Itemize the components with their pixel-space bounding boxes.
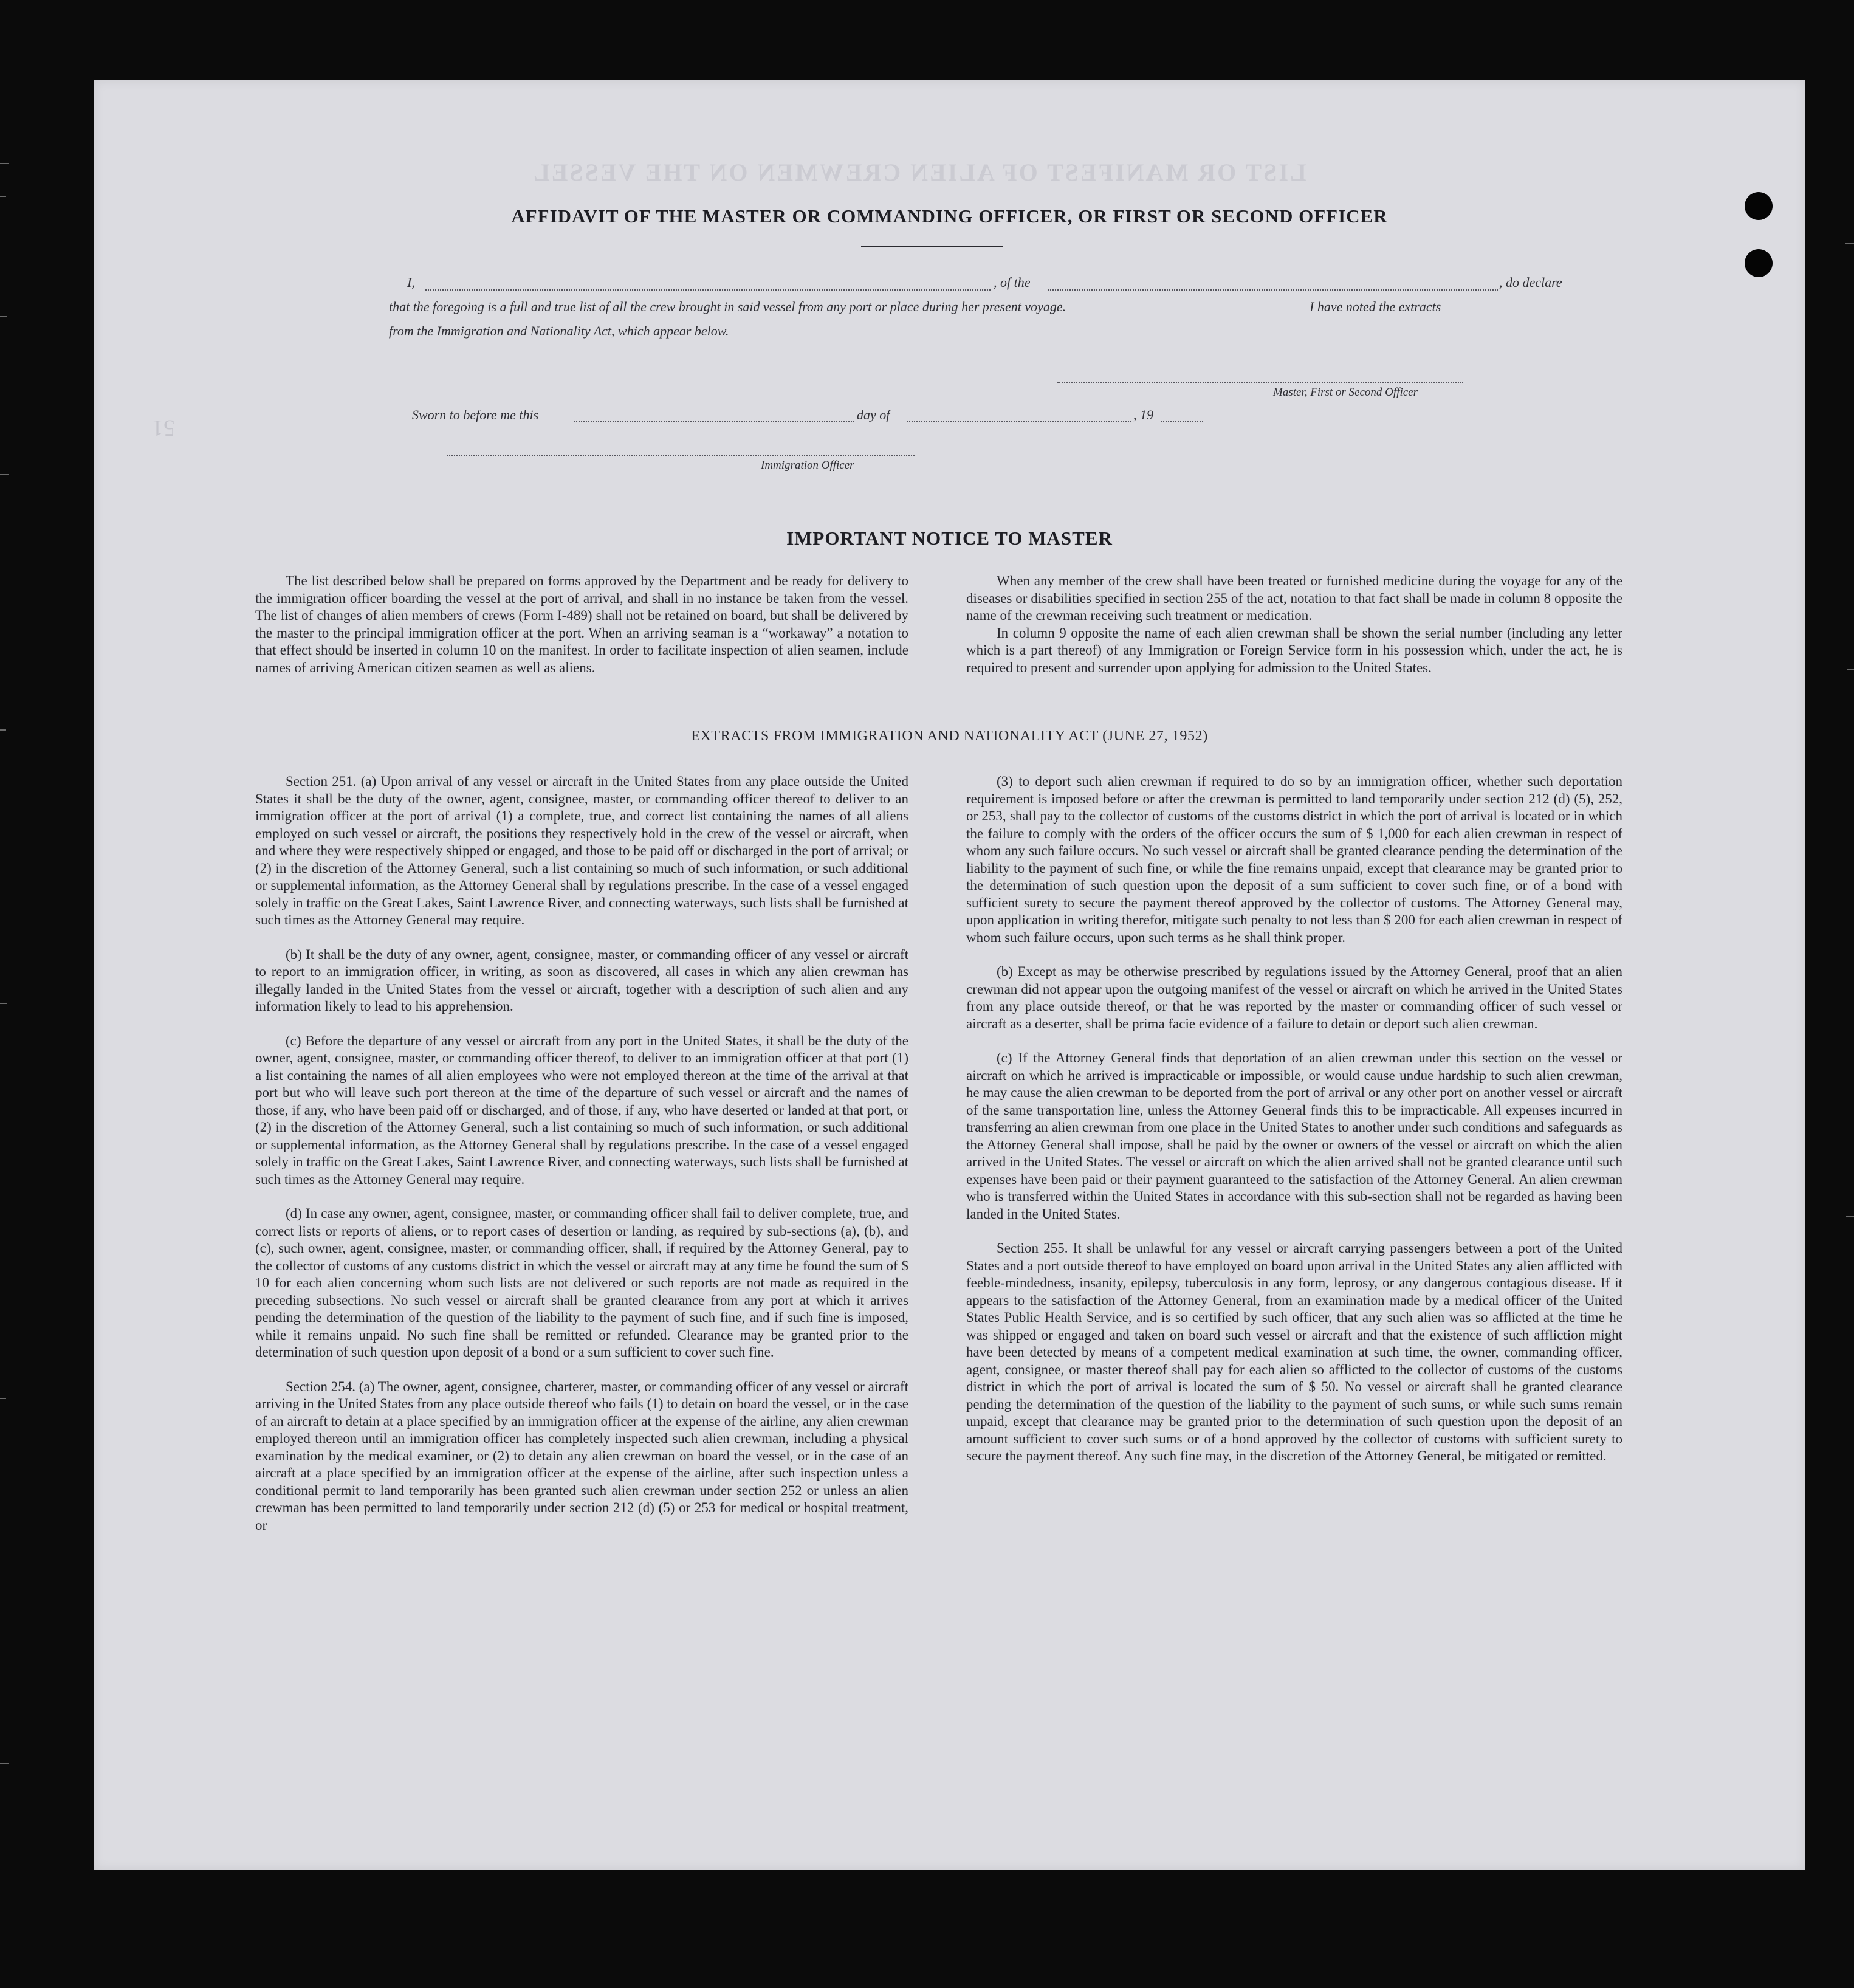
punch-hole [1745, 249, 1773, 277]
notice-right-paragraph-2: In column 9 opposite the name of each alien crewman shall be shown the serial number (including any letter which is a part thereof) of any Immigration or Foreign Service form in his possession which, under the act, he is required to present and surrender upon applying for admission to the United States. [966, 625, 1622, 675]
section-251-b: (b) It shall be the duty of any owner, agent, consignee, master, or commanding officer of any vessel or aircraft to report to an immigration officer, in writing, as soon as discovered, all cases in which any alien crewman has illegally landed in the United States from the vessel or aircraft, together with a description of such alien and any information likely to lead to his apprehension. [255, 946, 908, 1014]
declarant-label: I, [407, 275, 415, 290]
notice-left-paragraph: The list described below shall be prepared on forms approved by the Department and be ready for delivery to the immigration officer boarding the vessel at the port of arrival, and shall in no instance be taken from the vessel. The list of changes of alien members of crews (Form I-489) shall not be retained on board, but shall be delivered by the master to the principal immigration officer at the port. When an arriving seaman is a “workaway” a notation to that effect should be inserted in column 10 on the manifest. In order to facilitate inspection of alien seamen, include names of arriving American citizen seamen as well as aliens. [255, 573, 908, 675]
title-rule [861, 246, 1003, 247]
declarant-name-field[interactable] [425, 289, 991, 291]
sworn-month-field[interactable] [907, 421, 1131, 422]
sworn-day-field[interactable] [574, 421, 854, 422]
sworn-label: Sworn to before me this [412, 407, 539, 422]
extracts-title: EXTRACTS FROM IMMIGRATION AND NATIONALITY ACT (JUNE 27, 1952) [691, 728, 1208, 744]
year-prefix: , 19 [1133, 407, 1153, 422]
vessel-name-field[interactable] [1048, 289, 1498, 291]
film-edge-mark [0, 1398, 6, 1399]
section-255: Section 255. It shall be unlawful for any vessel or aircraft carrying passengers between a port of the United States and a port outside thereof to have employed on board upon arrival in the United States any alien afflicted with feeble-mindedness, insanity, epilepsy, tuberculosis in any form, leprosy, or any dangerous contagious disease. If it appears to the satisfaction of the Attorney General, from an examination made by a medical officer of the United States Public Health Service, and is so certified by such officer, that any such alien was so afflicted at the time he was shipped or engaged and taken on board such vessel or aircraft and that the existence of such affliction might have been detected by means of a competent medical examination at such time, the owner, commanding officer, agent, consignee, or master thereof shall pay for each alien so afflicted to the collector of customs of the customs district in which the port of arrival is located the sum of $ 50. No vessel or aircraft shall be granted clearance pending the determination of the question of the liability to the payment of such sums, or while such sums remain unpaid, except that clearance may be granted prior to the determination of such question upon the deposit of an amount sufficient to cover such sums or of a bond approved by the collector of customs with sufficient surety to secure the payment thereof. Any such fine may, in the discretion of the Attorney General, be mitigated or remitted. [966, 1240, 1622, 1463]
notice-left-column [255, 573, 908, 676]
affidavit-statement-2: from the Immigration and Nationality Act, which appear below. [389, 323, 729, 339]
officer-signature-field[interactable] [447, 455, 915, 456]
section-251-c: (c) Before the departure of any vessel or aircraft from any port in the United States, it shall be the duty of the owner, agent, consignee, master, or commanding officer thereof, to deliver to an immigration officer at that port (1) a list containing the names of all alien employees who were not employed thereon at the time of the arrival at that port but who will leave such port thereon at the time of the departure of such vessel or aircraft and the names of those, if any, who have been paid off or discharged, and of those, if any, who have deserted or landed at that port, or (2) in the discretion of the Attorney General, such a list containing so much of such information, or such additional or supplemental information, as the Attorney General shall by regulations prescribe. In the case of a vessel engaged solely in traffic on the Great Lakes, Saint Lawrence River, and connecting waterways, such lists shall be furnished at such times as the Attorney General may require. [255, 1033, 908, 1187]
film-edge-mark [0, 474, 9, 475]
affidavit-statement-end: I have noted the extracts [1310, 299, 1441, 314]
section-254-a: Section 254. (a) The owner, agent, consignee, charterer, master, or commanding officer of any vessel or aircraft arriving in the United States from any place outside thereof who fails (1) to detain on board the vessel, or in the case of an aircraft to detain at a place specified by an immigration officer at the expense of the airline, any alien crewman employed thereon until an immigration officer has completely inspected such alien crewman, including a physical examination by the medical examiner, or (2) to detain any alien crewman on board the vessel, or in the case of an aircraft at a place specified by an immigration officer at the expense of the airline, after such inspection unless a conditional permit to land temporarily has been granted such alien crewman under section 252 or unless an alien crewman has been permitted to land temporarily under section 212 (d) (5) or 253 for medical or hospital treatment, or [255, 1378, 908, 1533]
bleed-through-text: LIST OR MANIFEST OF ALIEN CREWMEN ON THE VESSEL [532, 159, 1306, 186]
extracts-left-column [255, 773, 908, 1534]
film-edge-mark [0, 729, 6, 731]
affidavit-statement: that the foregoing is a full and true list of all the crew brought in said vessel from any port or place during her present voyage. [389, 299, 1066, 314]
vessel-label: , of the [994, 275, 1031, 290]
film-edge-mark [0, 196, 6, 197]
section-254-c: (c) If the Attorney General finds that deportation of an alien crewman under this section on the vessel or aircraft on which he arrived is impracticable or impossible, or would cause undue hardship to such alien crewman, he may cause the alien crewman to be deported from the port of arrival or any other port on another vessel or aircraft of the same transportation line, unless the Attorney General finds this to be impracticable. All expenses incurred in transferring an alien crewman from one place in the United States to another under such conditions and safeguards as the Attorney General shall impose, shall be paid by the owner or owners of the vessel or aircraft on which the alien arrived in the United States. The vessel or aircraft on which the alien arrived shall not be granted clearance until such expenses have been paid or their payment guaranteed to the satisfaction of the Attorney General. An alien crewman who is transferred within the United States in accordance with this sub-section shall not be regarded as having been landed in the United States. [966, 1050, 1622, 1222]
film-edge-mark [0, 1003, 7, 1004]
notice-right-column [966, 573, 1622, 676]
sworn-year-field[interactable] [1161, 421, 1203, 422]
section-251-a: Section 251. (a) Upon arrival of any vessel or aircraft in the United States from any place outside the United States it shall be the duty of the owner, agent, consignee, master, or commanding officer thereof to deliver to an immigration officer at the port of arrival (1) a complete, true, and correct list containing the names of all aliens employed on such vessel or aircraft, the positions they respectively hold in the crew of the vessel or aircraft, when and where they were respectively shipped or engaged, and those to be paid off or discharged in the port of arrival; or (2) in the discretion of the Attorney General, such a list containing so much of such information, or such additional or supplemental information, as the Attorney General shall by regulations prescribe. In the case of a vessel engaged solely in traffic on the Great Lakes, Saint Lawrence River, and connecting waterways, such lists shall be furnished at such times as the Attorney General may require. [255, 774, 908, 927]
film-edge-mark [1846, 1216, 1854, 1217]
notice-title: IMPORTANT NOTICE TO MASTER [786, 528, 1113, 549]
document-page [94, 80, 1805, 1870]
film-edge-mark [0, 163, 9, 164]
affidavit-title: AFFIDAVIT OF THE MASTER OR COMMANDING OFFICER, OR FIRST OR SECOND OFFICER [511, 205, 1388, 227]
section-254-a-continued: (3) to deport such alien crewman if required to do so by an immigration officer, whether such deportation requirement is imposed before or after the crewman is permitted to land temporarily under section 212 (d) (5), 252, or 253, shall pay to the collector of customs of the customs district in which the port of arrival is located or in which the failure to comply with the orders of the officer occurs the sum of $ 1,000 for each alien crewman in respect of whom any such failure occurs. No such vessel or aircraft shall be granted clearance pending the determination of the liability to the payment of such fine, or while the fine remains unpaid, except that clearance may be granted prior to the determination of such question upon the deposit of a sum sufficient to cover such fine, or of a bond with sufficient surety to secure the payment thereof approved by the collector of customs. The Attorney General may, upon application in writing therefor, mitigate such penalty to not less than $ 200 for each alien crewman in respect of whom such failure occurs, upon such terms as he shall think proper. [966, 774, 1622, 945]
officer-signature-caption: Immigration Officer [761, 459, 854, 472]
day-of-label: day of [857, 407, 890, 422]
notice-right-paragraph-1: When any member of the crew shall have been treated or furnished medicine during the voyage for any of the diseases or disabilities specified in section 255 of the act, notation to that fact shall be made in column 8 opposite the name of the crewman receiving such treatment or medication. [966, 573, 1622, 623]
margin-mark: 51 [152, 415, 175, 441]
film-edge-mark [0, 1763, 9, 1764]
extracts-right-column [966, 773, 1622, 1465]
film-edge-mark [1847, 669, 1854, 670]
section-254-b: (b) Except as may be otherwise prescribed by regulations issued by the Attorney General, proof that an alien crewman did not appear upon the outgoing manifest of the vessel or aircraft on which he arrived in the United States from any place outside thereof, or that he was reported by the master or commanding officer of such vessel or aircraft as a deserter, shall be prima facie evidence of a failure to detain or deport such alien crewman. [966, 964, 1622, 1031]
master-signature-caption: Master, First or Second Officer [1273, 386, 1418, 399]
section-251-d: (d) In case any owner, agent, consignee, master, or commanding officer shall fail to deliver complete, true, and correct lists or reports of aliens, or to report cases of desertion or landing, as required by sub-sections (a), (b), and (c), such owner, agent, consignee, master, or commanding officer, shall, if required by the Attorney General, pay to the collector of customs of any customs district in which the vessel or aircraft may at any time be found the sum of $ 10 for each alien concerning whom such lists are not delivered or such reports are not made as required in the preceding subsections. No such vessel or aircraft shall be granted clearance from any port at which it arrives pending the determination of the question of the liability to the payment of such fine, and if such fine is imposed, while it remains unpaid. No such fine shall be remitted or refunded. Clearance may be granted prior to the determination of such question upon deposit of a bond or a sum sufficient to cover such fine. [255, 1206, 908, 1360]
film-edge-mark [0, 316, 7, 317]
film-edge-mark [1845, 243, 1854, 244]
master-signature-field[interactable] [1057, 382, 1463, 383]
declare-label: , do declare [1499, 275, 1562, 290]
